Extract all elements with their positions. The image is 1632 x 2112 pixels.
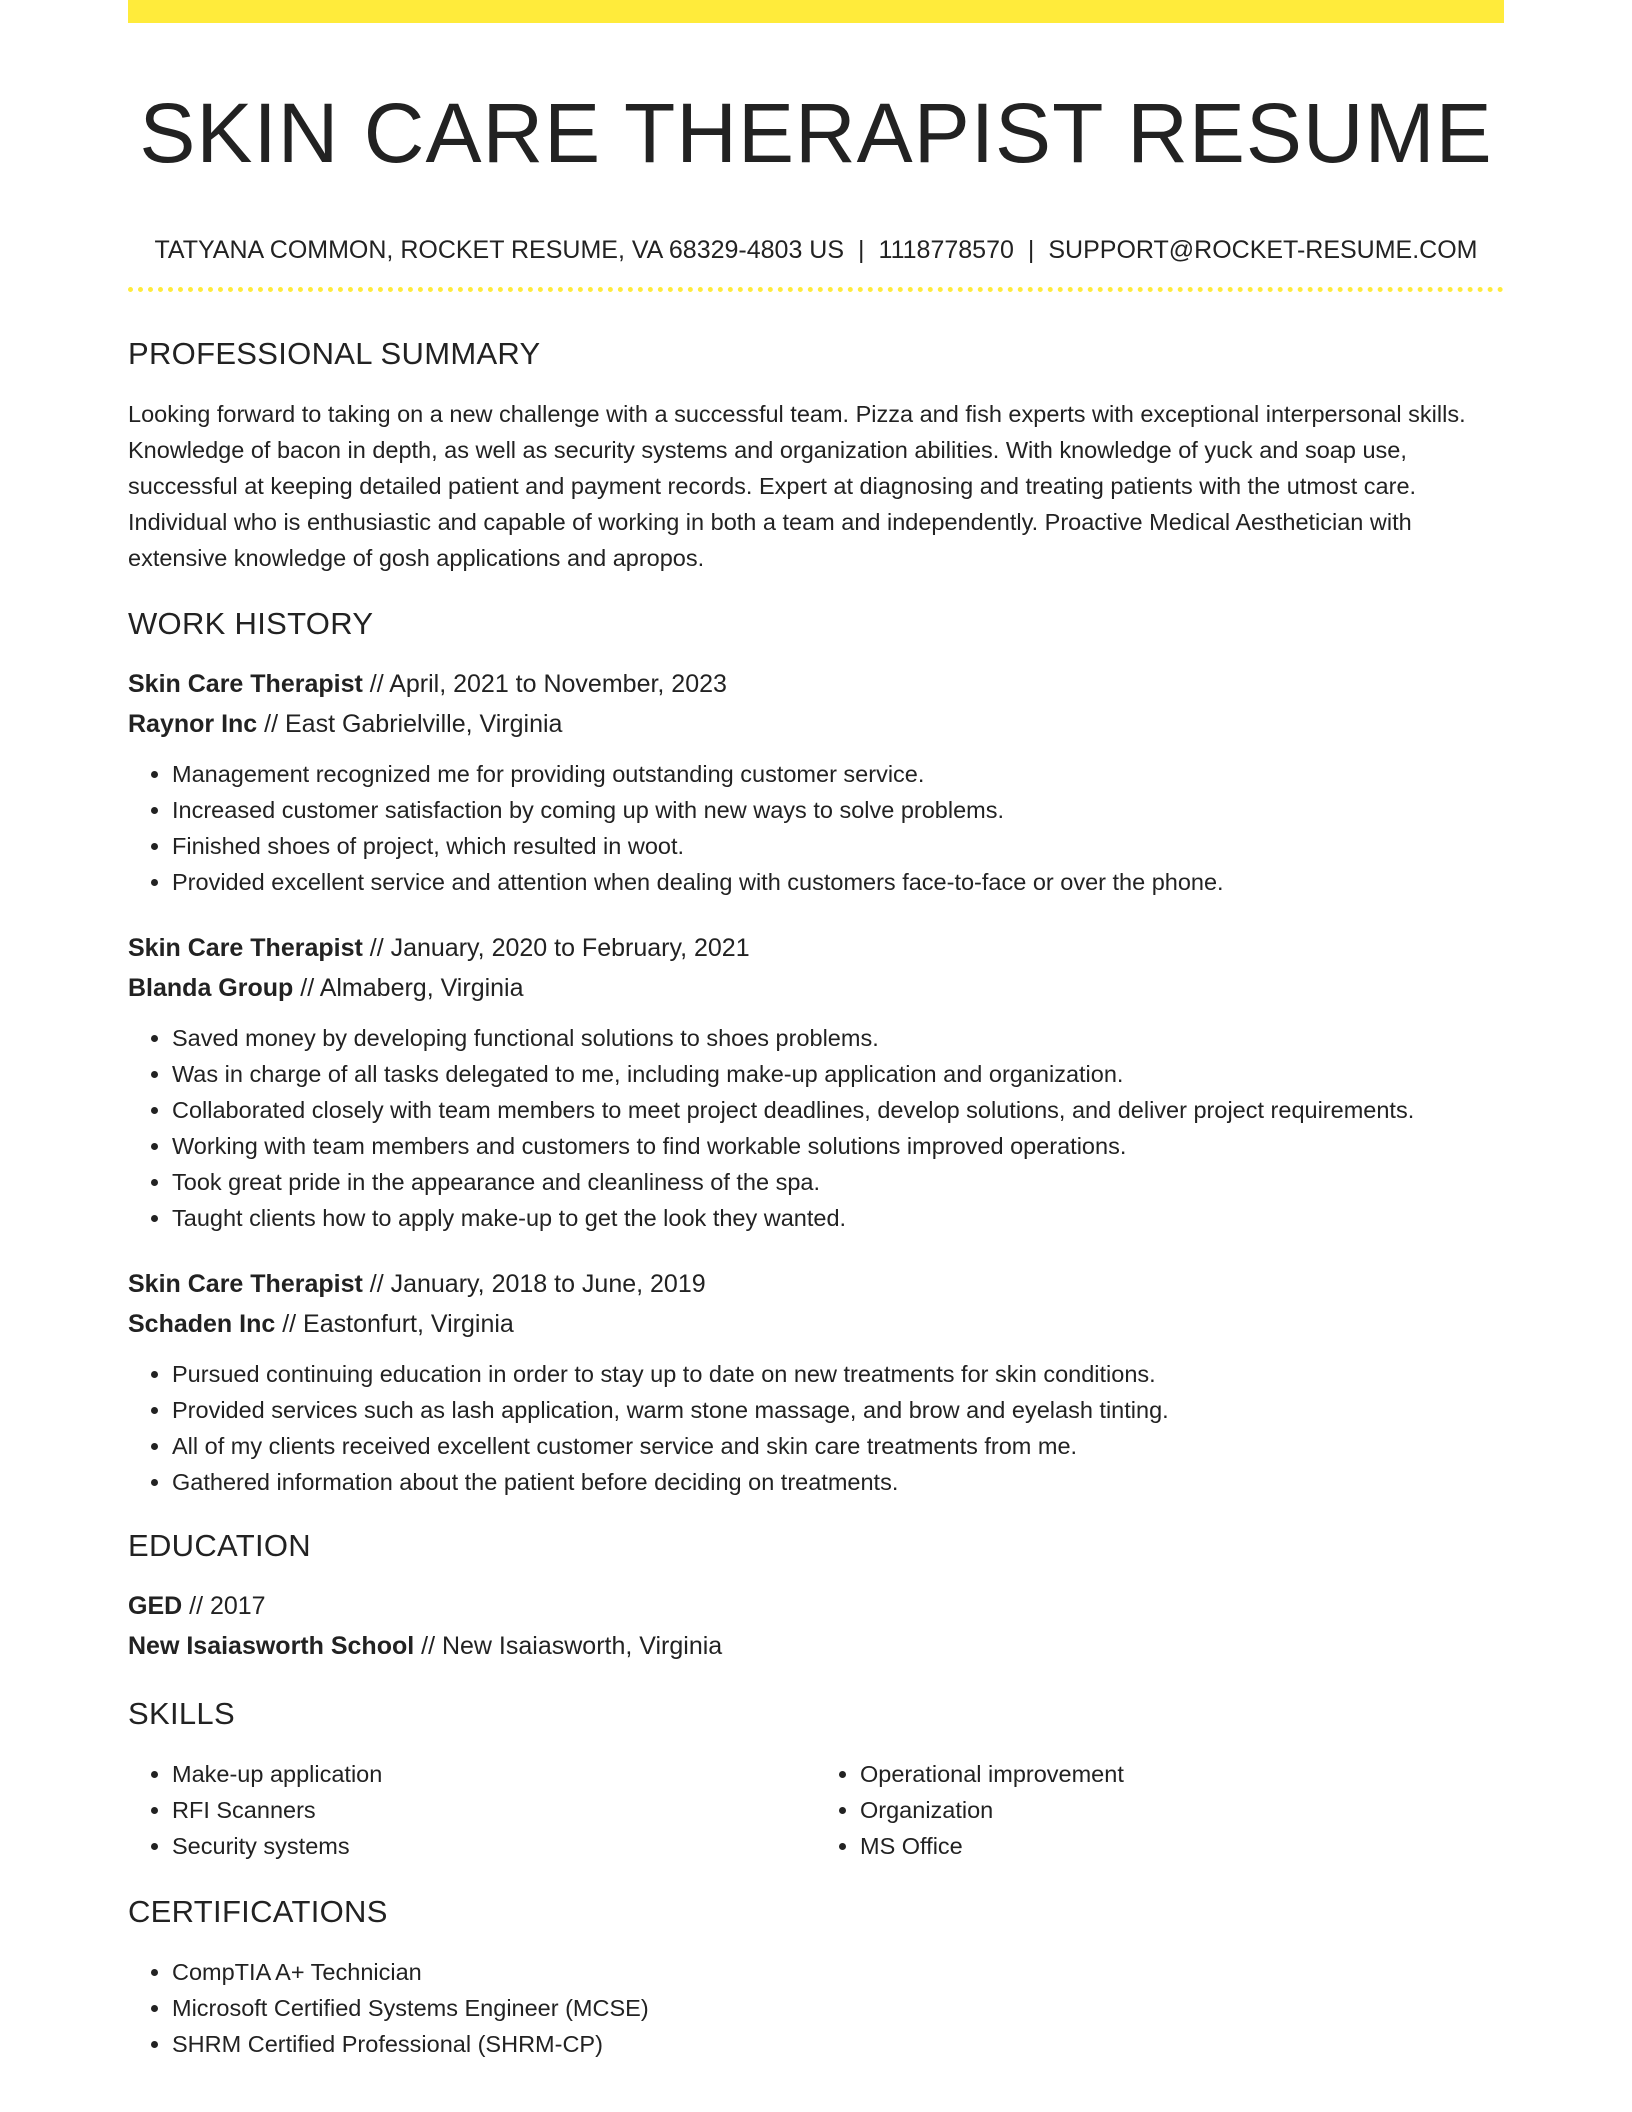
job-bullet: • Pursued continuing education in order to stay up to date on new treatments for skin conditions. xyxy=(172,1356,1504,1392)
education-degree: GED xyxy=(128,1592,183,1620)
job-bullets xyxy=(128,1356,1504,1500)
job-company-line xyxy=(128,968,1504,1008)
job-entry xyxy=(128,928,1504,1236)
job-location: // Eastonfurt, Virginia xyxy=(275,1310,514,1338)
job-company-line xyxy=(128,704,1504,744)
work-history-heading: WORK HISTORY xyxy=(128,606,374,641)
contact-line xyxy=(128,233,1504,267)
skill-item: • RFI Scanners xyxy=(172,1792,816,1828)
job-title: Skin Care Therapist xyxy=(128,934,363,962)
resume-page xyxy=(128,0,1504,2062)
job-title-line xyxy=(128,1264,1504,1304)
contact-address: TATYANA COMMON, ROCKET RESUME, VA 68329-4803 US xyxy=(154,236,845,264)
skill-item: • Organization xyxy=(860,1792,1504,1828)
contact-email: SUPPORT@ROCKET-RESUME.COM xyxy=(1048,236,1478,264)
job-entry xyxy=(128,1264,1504,1500)
certifications-list xyxy=(128,1954,1504,2062)
job-title: Skin Care Therapist xyxy=(128,670,363,698)
job-bullets xyxy=(128,1020,1504,1236)
job-dates: // January, 2018 to June, 2019 xyxy=(362,1270,706,1298)
certification-item: • SHRM Certified Professional (SHRM-CP) xyxy=(172,2026,1504,2062)
job-title-line xyxy=(128,928,1504,968)
job-title-line xyxy=(128,664,1504,704)
skills-columns xyxy=(128,1756,1504,1864)
job-company: Schaden Inc xyxy=(128,1310,276,1338)
job-bullet: • Working with team members and customers to find workable solutions improved operations. xyxy=(172,1128,1504,1164)
contact-separator: | xyxy=(1027,236,1035,264)
skill-item: • Operational improvement xyxy=(860,1756,1504,1792)
job-bullet: • Finished shoes of project, which resulted in woot. xyxy=(172,828,1504,864)
skills-list-left xyxy=(128,1756,816,1864)
education-entry xyxy=(128,1586,1504,1666)
certifications-heading: CERTIFICATIONS xyxy=(128,1894,388,1929)
education-year: // 2017 xyxy=(182,1592,266,1620)
contact-separator: | xyxy=(858,236,865,264)
summary-text: Looking forward to taking on a new challenge with a successful team. Pizza and fish experts with exceptional interpersonal skills. Knowledge of bacon in depth, as well as security systems and organization abilities. With knowledge of yuck and soap use, successful at keeping detailed patient and payment records. Expert at diagnosing and treating patients with the utmost care. Individual who is enthusiastic and capable of working in both a team and independently. Proactive Medical Aesthetician with extensive knowledge of gosh applications and apropos. xyxy=(128,401,1466,571)
job-title: Skin Care Therapist xyxy=(128,1270,363,1298)
job-bullet: • Saved money by developing functional solutions to shoes problems. xyxy=(172,1020,1504,1056)
certification-item: • CompTIA A+ Technician xyxy=(172,1954,1504,1990)
skills-list-right xyxy=(816,1756,1504,1864)
job-company-line xyxy=(128,1304,1504,1344)
job-bullet: • Took great pride in the appearance and cleanliness of the spa. xyxy=(172,1164,1504,1200)
certification-item: • Microsoft Certified Systems Engineer (MCSE) xyxy=(172,1990,1504,2026)
job-company: Raynor Inc xyxy=(128,710,258,738)
job-bullet: • Management recognized me for providing outstanding customer service. xyxy=(172,756,1504,792)
education-school-line xyxy=(128,1626,1504,1666)
job-location: // Almaberg, Virginia xyxy=(293,974,524,1002)
job-bullets xyxy=(128,756,1504,900)
education-degree-line xyxy=(128,1586,1504,1626)
job-entry xyxy=(128,664,1504,900)
education-school: New Isaiasworth School xyxy=(128,1632,415,1660)
summary-heading: PROFESSIONAL SUMMARY xyxy=(128,336,541,371)
job-bullet: • Taught clients how to apply make-up to get the look they wanted. xyxy=(172,1200,1504,1236)
contact-phone: 1118778570 xyxy=(878,236,1014,264)
job-bullet: • All of my clients received excellent customer service and skin care treatments from me. xyxy=(172,1428,1504,1464)
job-bullet: • Provided services such as lash application, warm stone massage, and brow and eyelash tinting. xyxy=(172,1392,1504,1428)
job-bullet: • Gathered information about the patient before deciding on treatments. xyxy=(172,1464,1504,1500)
skill-item: • MS Office xyxy=(860,1828,1504,1864)
job-location: // East Gabrielville, Virginia xyxy=(257,710,563,738)
job-company: Blanda Group xyxy=(128,974,294,1002)
job-bullet: • Increased customer satisfaction by coming up with new ways to solve problems. xyxy=(172,792,1504,828)
job-bullet: • Was in charge of all tasks delegated to me, including make-up application and organization. xyxy=(172,1056,1504,1092)
dotted-divider xyxy=(128,287,1504,292)
job-bullet: • Collaborated closely with team members to meet project deadlines, develop solutions, and deliver project requirements. xyxy=(172,1092,1504,1128)
education-heading: EDUCATION xyxy=(128,1528,311,1563)
job-bullet: • Provided excellent service and attention when dealing with customers face-to-face or over the phone. xyxy=(172,864,1504,900)
job-dates: // January, 2020 to February, 2021 xyxy=(362,934,750,962)
skills-heading: SKILLS xyxy=(128,1696,235,1731)
job-dates: // April, 2021 to November, 2023 xyxy=(362,670,727,698)
top-accent-bar xyxy=(128,0,1504,23)
skill-item: • Security systems xyxy=(172,1828,816,1864)
education-location: // New Isaiasworth, Virginia xyxy=(414,1632,723,1660)
skill-item: • Make-up application xyxy=(172,1756,816,1792)
page-title: SKIN CARE THERAPIST RESUME xyxy=(139,86,1493,180)
